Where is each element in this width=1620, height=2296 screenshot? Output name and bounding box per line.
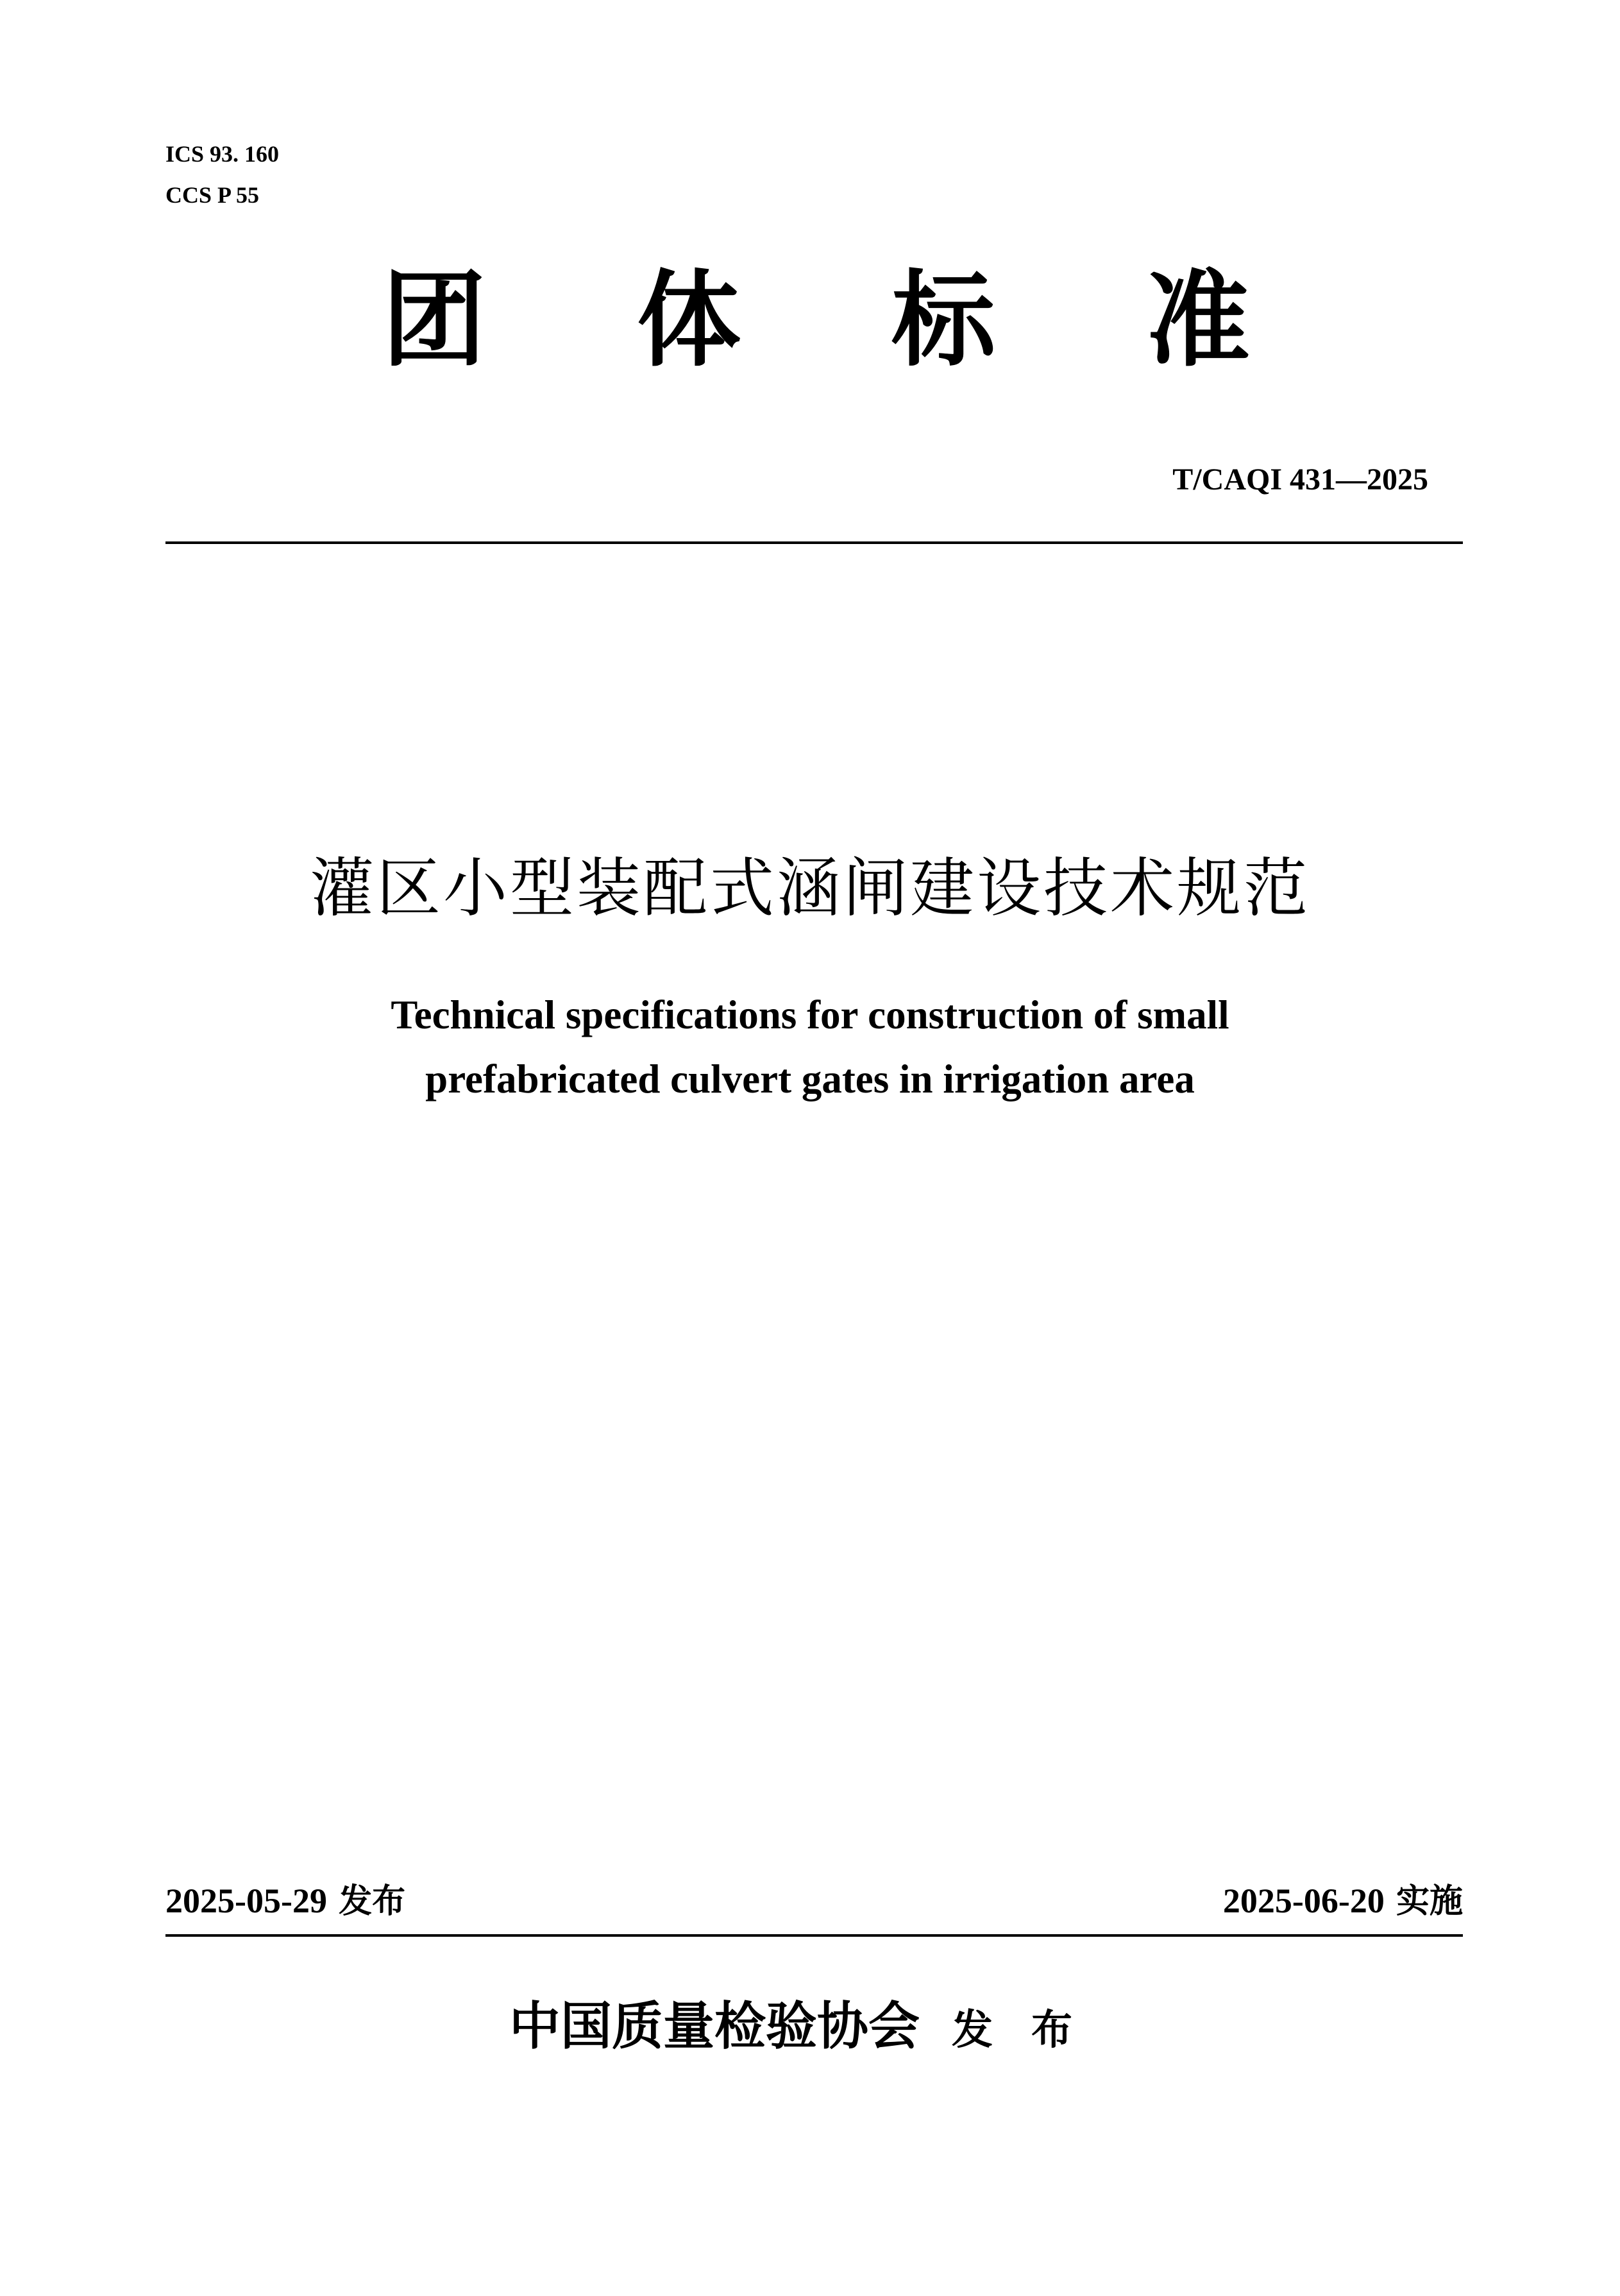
issue-date: 2025-05-29	[165, 1882, 327, 1920]
implement-label: 实施	[1396, 1882, 1463, 1921]
chinese-title: 灌区小型装配式涵闸建设技术规范	[310, 851, 1310, 926]
classification-codes	[165, 133, 279, 216]
bottom-divider	[165, 1934, 1463, 1937]
ccs-code: CCS P 55	[165, 182, 260, 208]
standard-type-char: 准	[1146, 260, 1250, 381]
english-title	[0, 983, 1620, 1111]
top-divider	[165, 541, 1463, 544]
implement-date: 2025-06-20	[1222, 1882, 1385, 1920]
publisher-organization: 中国质量检验协会	[509, 1996, 920, 2056]
issue-label: 发布	[339, 1882, 406, 1921]
ics-code: ICS 93. 160	[165, 141, 280, 167]
english-title-line-2: prefabricated culvert gates in irrigation area	[425, 1057, 1195, 1101]
standard-type-char: 体	[637, 260, 741, 381]
implement-date-block	[1223, 1878, 1463, 1924]
publisher-action: 发布	[952, 2006, 1111, 2054]
issue-date-block	[165, 1878, 405, 1924]
english-title-line-1: Technical specifications for construction of small	[391, 992, 1229, 1037]
standard-code: T/CAQI 431—2025	[1172, 463, 1428, 497]
standard-type-heading	[0, 257, 1620, 385]
standard-type-char: 团	[382, 260, 486, 381]
publisher-line	[0, 1987, 1620, 2069]
standard-type-char: 标	[891, 260, 995, 381]
